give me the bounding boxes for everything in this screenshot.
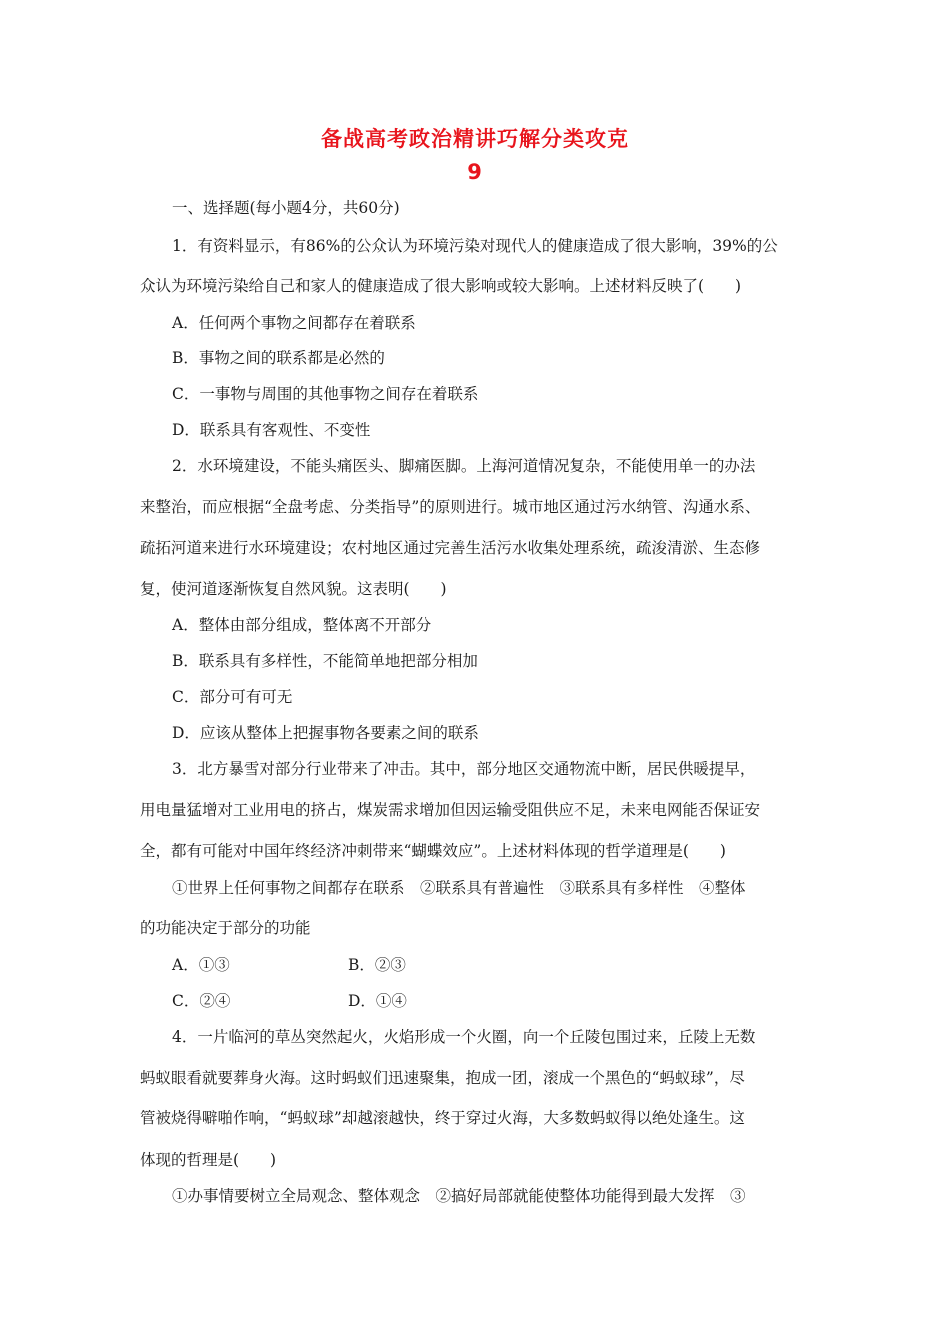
q2-stem-line2: 来整治，而应根据“全盘考虑、分类指导”的原则进行。城市地区通过污水纳管、沟通水系、 bbox=[140, 498, 761, 516]
q2-stem-line3: 疏拓河道来进行水环境建设；农村地区通过完善生活污水收集处理系统，疏浚清淤、生态修 bbox=[140, 539, 761, 557]
q1-stem-line2: 众认为环境污染给自己和家人的健康造成了很大影响或较大影响。上述材料反映了( ) bbox=[140, 277, 742, 295]
q3-option-c: C．②④ bbox=[172, 992, 231, 1010]
q1-option-b: B．事物之间的联系都是必然的 bbox=[172, 349, 385, 367]
q1-option-d: D．联系具有客观性、不变性 bbox=[172, 421, 371, 439]
document-title-number: 9 bbox=[467, 160, 483, 184]
q2-option-b: B．联系具有多样性，不能简单地把部分相加 bbox=[172, 652, 478, 670]
q3-statements-line1: ①世界上任何事物之间都存在联系 ②联系具有普遍性 ③联系具有多样性 ④整体 bbox=[172, 879, 746, 897]
q3-stem-line1: 3．北方暴雪对部分行业带来了冲击。其中，部分地区交通物流中断，居民供暖提早， bbox=[172, 760, 756, 778]
document-title: 备战高考政治精讲巧解分类攻克 bbox=[321, 127, 629, 151]
q3-option-d: D．①④ bbox=[348, 992, 407, 1010]
q1-stem-line1: 1．有资料显示，有86%的公众认为环境污染对现代人的健康造成了很大影响，39%的公 bbox=[172, 237, 778, 255]
q3-statements-line2: 的功能决定于部分的功能 bbox=[140, 919, 311, 937]
q1-option-a: A．任何两个事物之间都存在着联系 bbox=[172, 314, 416, 332]
q3-option-a: A．①③ bbox=[172, 956, 230, 974]
q3-stem-line3: 全，都有可能对中国年终经济冲刺带来“蝴蝶效应”。上述材料体现的哲学道理是( ) bbox=[140, 842, 726, 860]
q2-option-c: C．部分可有可无 bbox=[172, 688, 293, 706]
q4-stem-line2: 蚂蚁眼看就要葬身火海。这时蚂蚁们迅速聚集，抱成一团，滚成一个黑色的“蚂蚁球”，尽 bbox=[140, 1069, 745, 1087]
q3-option-b: B．②③ bbox=[348, 956, 406, 974]
q4-stem-line3: 管被烧得噼啪作响，“蚂蚁球”却越滚越快，终于穿过火海，大多数蚂蚁得以绝处逢生。这 bbox=[140, 1109, 745, 1127]
q4-stem-line1: 4．一片临河的草丛突然起火，火焰形成一个火圈，向一个丘陵包围过来，丘陵上无数 bbox=[172, 1028, 756, 1046]
q4-statements-line1: ①办事情要树立全局观念、整体观念 ②搞好局部就能使整体功能得到最大发挥 ③ bbox=[172, 1187, 746, 1205]
q2-stem-line4: 复，使河道逐渐恢复自然风貌。这表明( ) bbox=[140, 580, 447, 598]
q2-option-a: A．整体由部分组成，整体离不开部分 bbox=[172, 616, 432, 634]
q1-option-c: C．一事物与周围的其他事物之间存在着联系 bbox=[172, 385, 479, 403]
q3-stem-line2: 用电量猛增对工业用电的挤占，煤炭需求增加但因运输受阻供应不足，未来电网能否保证安 bbox=[140, 801, 761, 819]
q2-option-d: D．应该从整体上把握事物各要素之间的联系 bbox=[172, 724, 479, 742]
q2-stem-line1: 2．水环境建设，不能头痛医头、脚痛医脚。上海河道情况复杂，不能使用单一的办法 bbox=[172, 457, 756, 475]
section-heading: 一、选择题(每小题4分，共60分) bbox=[172, 199, 400, 217]
q4-stem-line4: 体现的哲理是( ) bbox=[140, 1151, 277, 1169]
